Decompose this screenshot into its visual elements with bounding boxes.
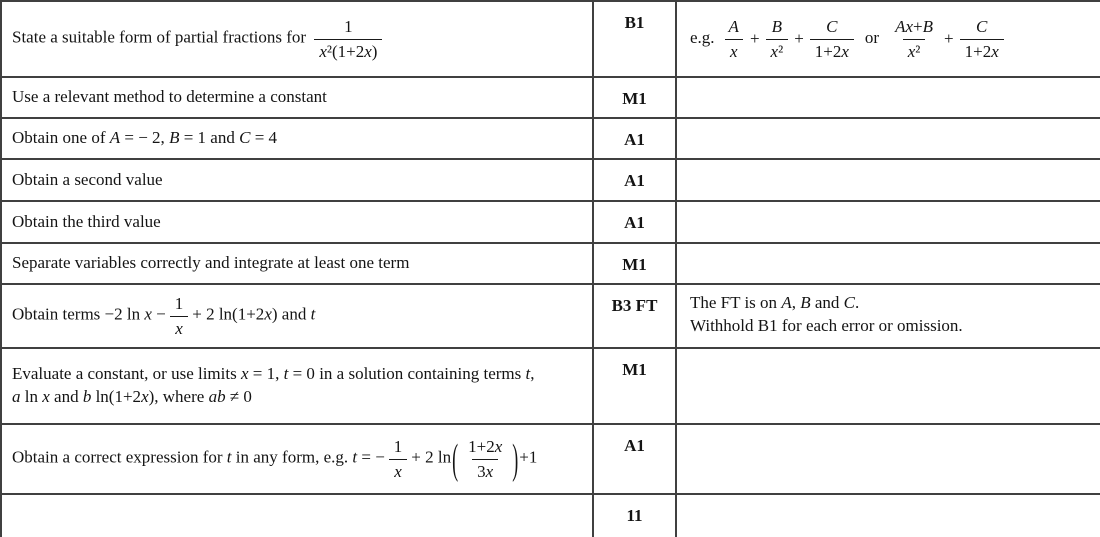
fraction [389,437,408,480]
desc-line [12,363,584,386]
table-row [1,118,1100,159]
mark-label: M1 [622,360,647,379]
desc-text: and [54,387,79,406]
fraction-denominator: x [725,39,743,61]
desc-text: Separate variables correctly and integrate at least one term [12,253,410,273]
desc-text: Obtain the third value [12,211,161,231]
comment-cell [676,77,1100,118]
mark-label: A1 [624,130,645,149]
fraction-denominator: 1+2x [960,39,1004,61]
fraction-numerator: B [771,17,783,37]
fraction-denominator: x² [903,39,926,61]
comment-cell [676,348,1100,424]
mark-cell [593,424,676,494]
plus-operator: + [944,28,954,48]
desc-cell [1,118,593,159]
desc-text: Obtain a correct expression for [12,447,223,467]
math-expression: + 2 ln(1+2x) [192,304,278,324]
table-row [1,348,1100,424]
desc-text: where [162,387,205,406]
math-expression: −2 ln x − [104,304,166,324]
comment-cell [676,243,1100,284]
comment-cell [676,159,1100,201]
comment-text: e.g. [690,27,715,47]
fraction-numerator: C [826,17,838,37]
table-row [1,243,1100,284]
desc-text: and [281,304,307,324]
plus-operator: + [749,28,760,48]
desc-text: Obtain terms [12,304,101,324]
mark-label: M1 [622,255,647,274]
math-expression: +1 [519,447,538,467]
left-parenthesis: ( [452,435,459,483]
math-expression: A = − 2, [109,128,165,148]
fraction-numerator: 1 [393,437,403,457]
comment-cell [676,201,1100,243]
fraction [314,17,382,60]
fraction-numerator: 1+2x [468,437,503,457]
desc-cell [1,77,593,118]
fraction [463,437,507,480]
comment-cell [676,284,1100,348]
fraction-numerator: C [976,17,988,37]
desc-cell [1,159,593,201]
desc-text: in any form, e.g. [235,447,349,467]
desc-text: in a solution containing terms [319,364,522,384]
desc-text: Evaluate a constant, or use limits [12,364,237,384]
total-marks-cell [593,494,676,537]
mark-label: A1 [624,436,645,455]
desc-text: Obtain one of [12,128,106,148]
math-expression: b ln(1+2x), [82,387,159,406]
math-expression: A, [781,293,796,312]
mark-label: B3 FT [611,296,658,315]
math-expression: + 2 ln [411,447,452,467]
math-expression: t = − [352,447,385,467]
plus-operator: + [794,28,804,48]
comment-text: and [814,293,840,312]
comment-line: Withhold B1 for each error or omission. [690,315,963,335]
mark-label: A1 [624,213,645,232]
math-expression: t [310,304,316,324]
mark-cell [593,1,676,77]
desc-text: State a suitable form of partial fractions for [12,27,307,47]
mark-cell [593,284,676,348]
table-row [1,284,1100,348]
table-row [1,494,1100,537]
fraction [890,17,938,60]
math-expression: ab ≠ 0 [208,387,252,406]
math-expression: x = 1, [240,364,280,384]
fraction-denominator: 3x [472,459,498,481]
mark-cell [593,348,676,424]
mark-cell [593,159,676,201]
math-expression: a ln x [12,387,50,406]
mark-cell [593,201,676,243]
mark-cell [593,243,676,284]
table-row [1,424,1100,494]
desc-cell [1,494,593,537]
total-marks-label: 11 [626,506,643,525]
fraction [810,17,854,60]
desc-cell [1,1,593,77]
math-expression: t = 0 [283,364,315,384]
math-expression: t [226,447,232,467]
fraction-numerator: 1 [344,17,353,37]
desc-cell [1,243,593,284]
math-expression: C. [843,293,860,312]
fraction [724,17,744,60]
fraction-denominator: x [389,459,407,481]
mark-cell [593,77,676,118]
desc-line [12,386,584,409]
fraction-numerator: A [728,17,739,37]
fraction [960,17,1004,60]
fraction-denominator: x²(1+2x) [314,39,382,61]
desc-cell [1,424,593,494]
desc-text: Obtain a second value [12,169,163,189]
desc-cell [1,348,593,424]
table-row [1,77,1100,118]
comment-cell [676,424,1100,494]
fraction-numerator: Ax+B [895,17,934,37]
right-parenthesis: ) [512,435,519,483]
table-row [1,1,1100,77]
or-text: or [864,27,880,47]
math-expression: B [800,293,811,312]
desc-text: and [210,128,235,148]
comment-cell [676,1,1100,77]
desc-text: Use a relevant method to determine a constant [12,87,327,107]
fraction-denominator: x [170,316,188,338]
fraction [170,294,189,337]
comment-text: The FT is on [690,293,778,312]
math-expression: t, [525,364,535,384]
desc-cell [1,284,593,348]
mark-label: A1 [624,171,645,190]
mark-cell [593,118,676,159]
fraction-denominator: 1+2x [810,39,854,61]
fraction-numerator: 1 [174,294,184,314]
desc-cell [1,201,593,243]
comment-cell [676,118,1100,159]
table-row [1,201,1100,243]
fraction [766,17,789,60]
comment-cell [676,494,1100,537]
table-row [1,159,1100,201]
comment-line [690,292,1090,315]
math-expression: C = 4 [239,128,278,148]
mark-label: M1 [622,89,647,108]
math-expression: B = 1 [169,128,207,148]
mark-label: B1 [624,13,645,32]
fraction-denominator: x² [766,39,789,61]
